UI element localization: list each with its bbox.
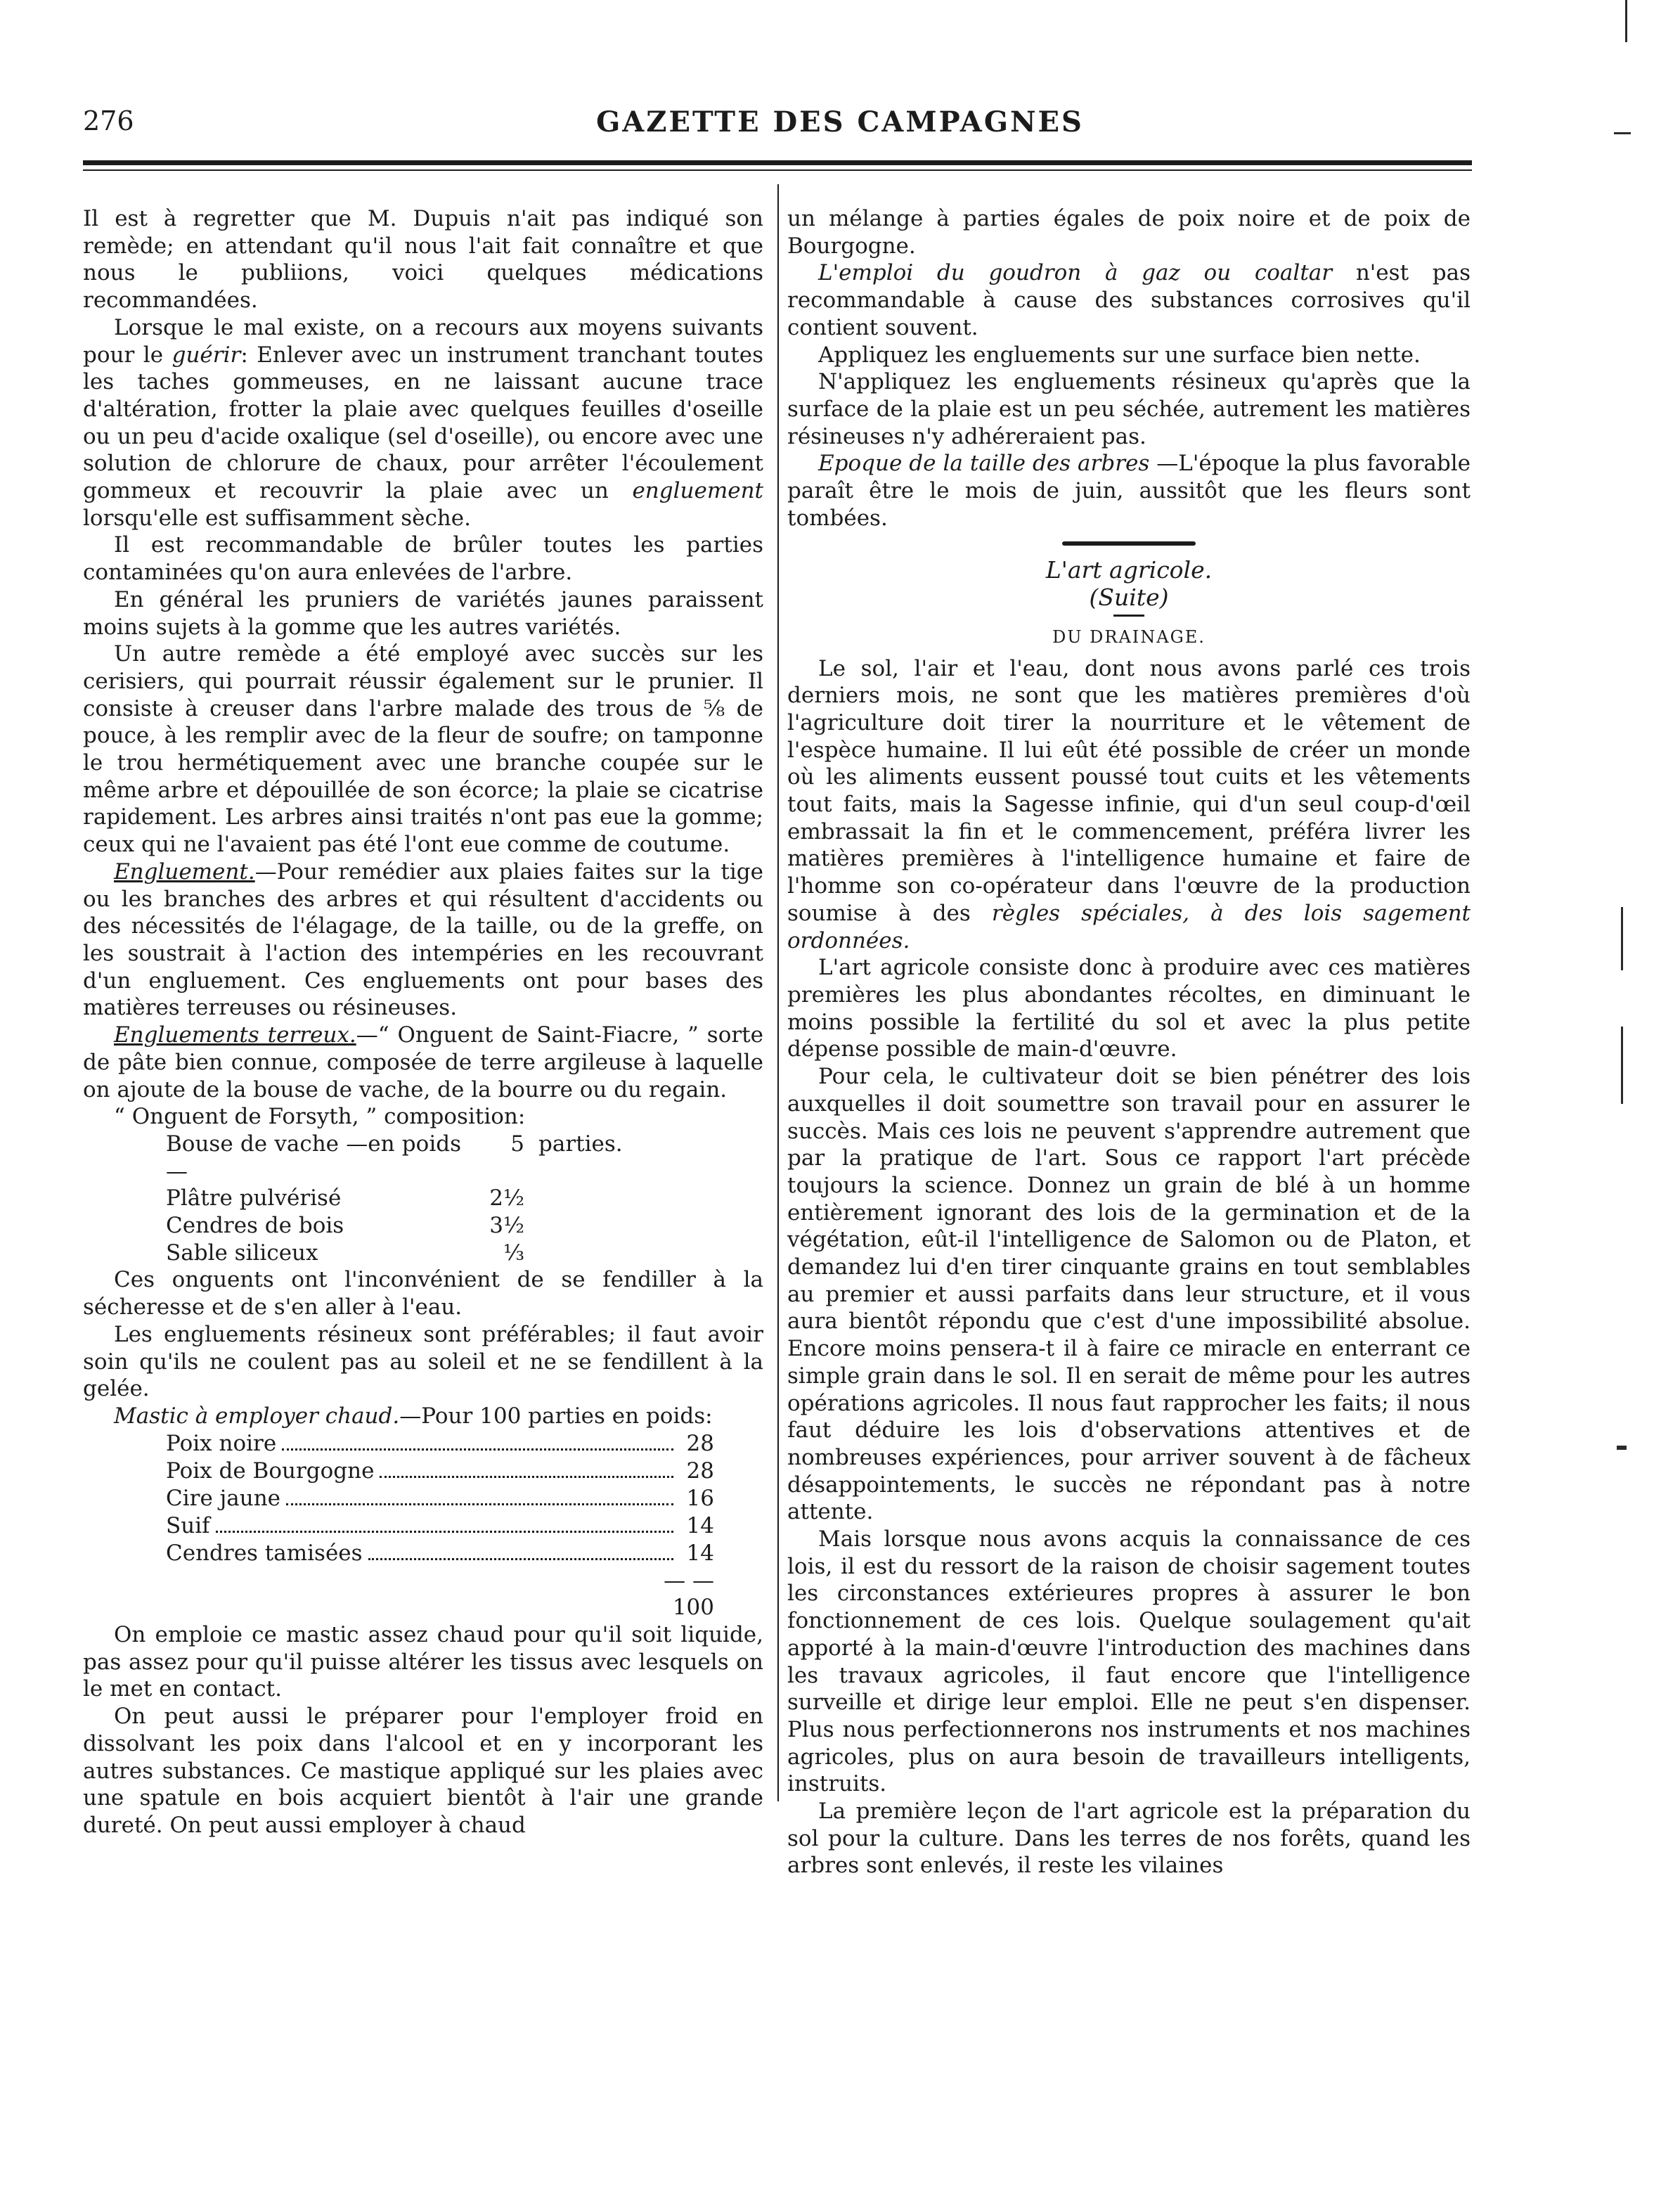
paragraph: N'appliquez les engluements résineux qu'après que la surface de la plaie est un peu séchée, autrement les matières résineuses n'y adhéreraient pas. — [787, 369, 1471, 449]
text-run: —Pour 100 parties en poids: — [399, 1403, 713, 1429]
paragraph: Mais lorsque nous avons acquis la connaissance de ces lois, il est du ressort de la raison de choisir sagement toutes les circonstances extérieures propres à assurer le bon fonctionnement de ces lois. Quelque soulagement qu'ait apporté à la main-d'œuvre l'introduction des machines dans les travaux agricoles, il faut encore que l'intelligence surveille et dirige leur emploi. Elle ne peut s'en dispenser. Plus nous perfectionnerons nos instruments et nos machines agricoles, plus on aura besoin de travailleurs intelligents, instruits. — [787, 1526, 1471, 1797]
composition-row: Sable siliceux ⅓ — [166, 1240, 524, 1266]
dot-leader — [282, 1448, 673, 1451]
text-run: —L'époque la plus favorable paraît être le mois de juin, aussitôt que les fleurs sont tombées. — [787, 451, 1471, 531]
text-run: Le sol, l'air et l'eau, dont nous avons parlé ces trois derniers mois, ne sont que les matières premières d'où l'agriculture doit tirer la nourriture et le vêtement de l'espèce humaine. Il lui eût été possible de créer un monde où les aliments eussent poussé tout cuits et les vêtements tout faits, mais la Sagesse infinie, qui d'un seul coup-d'œil embrassait la fin et le commencement, préféra livrer les matières premières à l'intelligence humaine et faire de l'homme son co-opérateur dans l'œuvre de la production soumise à des — [787, 655, 1471, 926]
paragraph: Pour cela, le cultivateur doit se bien pénétrer des lois auxquelles il doit soumettre son travail pour en assurer le succès. Mais ces lois ne peuvent s'apprendre autrement que par la pratique de l'art. Sous ce rapport l'art précède toujours la science. Donnez un grain de blé à un homme entièrement ignorant des lois de la germination et de la végétation, eût-il l'intelligence de Salomon ou de Platon, et demandez lui d'en tirer cinquante grains en tout semblables au premier et aussi parfaits dans leur structure, et il vous aura bientôt répondu que c'est d'une impossibilité absolue. Encore moins pensera-t il à faire ce miracle en enterrant ce simple grain dans le sol. Il en serait de même pour les autres opérations agricoles. Il nous faut rapprocher les faits; il nous faut déduire les lois d'observations attentives et de nombreuses expériences, pour arriver souvent à de fâcheux désappointements, le succès ne répondant pas à notre attente. — [787, 1064, 1471, 1525]
text-run: lorsqu'elle est suffisamment sèche. — [83, 505, 471, 531]
italic-term: guérir — [172, 342, 241, 368]
paragraph: On peut aussi le préparer pour l'employer froid en dissolvant les poix dans l'alcool et en y incorporant les autres substances. Ce mastique appliqué sur les plaies avec une spatule en bois acquiert bientôt à l'air une grande dureté. On peut aussi employer à chaud — [83, 1704, 763, 1838]
paragraph — [83, 314, 763, 532]
paragraph: “ Onguent de Forsyth, ” composition: — [114, 1104, 526, 1130]
paragraph: On emploie ce mastic assez chaud pour qu'il soit liquide, pas assez pour qu'il puisse altérer les tissus avec lesquels on le met en contact. — [83, 1622, 763, 1702]
text-run: —Pour remédier aux plaies faites sur la tige ou les branches des arbres et qui résultent d'accidents ou des nécessités de l'élagage, de la taille, ou de la greffe, on les soustrait à l'action des intempéries en les recouvrant d'un engluement. Ces engluements ont pour bases des matières terreuses ou résineuses. — [83, 859, 763, 1021]
dot-leader — [216, 1531, 673, 1533]
text-run: n'est pas recommandable à cause des substances corrosives qu'il contient souvent. — [787, 260, 1471, 340]
section-label: Epoque de la taille des arbres — [818, 451, 1150, 477]
recipe-total: 100 — [672, 1595, 714, 1621]
column-divider — [777, 184, 779, 1801]
text-run: —“ Onguent de Saint-Fiacre, ” sorte de pâte bien connue, composée de terre argileuse à laquelle on ajoute de la bouse de vache, de la bourre ou du regain. — [83, 1022, 763, 1102]
mastic-recipe-table — [166, 1430, 714, 1621]
paragraph — [83, 859, 763, 1022]
text-run: Lorsque le mal existe, on a recours aux moyens suivants pour le — [83, 314, 763, 368]
page-number: 276 — [83, 105, 134, 136]
section-subtitle: (Suite) — [1089, 584, 1169, 612]
recipe-row: Cendres tamisées 14 — [166, 1540, 714, 1566]
italic-term: règles spéciales, à des lois sagement ordonnées. — [787, 900, 1471, 953]
right-column — [787, 205, 1471, 1879]
paragraph — [83, 1022, 763, 1103]
dot-leader — [368, 1558, 673, 1560]
paragraph: Il est à regretter que M. Dupuis n'ait pas indiqué son remède; en attendant qu'il nous l'ait fait connaître et que nous le publiions, voici quelques médications recommandées. — [83, 206, 763, 314]
dot-leader — [380, 1476, 673, 1478]
margin-mark — [1625, 0, 1627, 42]
paragraph: Ces onguents ont l'inconvénient de se fendiller à la sécheresse et de s'en aller à l'eau. — [83, 1267, 763, 1320]
forsyth-composition-list — [166, 1131, 763, 1267]
paragraph: La première leçon de l'art agricole est la préparation du sol pour la culture. Dans les terres de nos forêts, quand les arbres sont enlevés, il reste les vilaines — [787, 1799, 1471, 1879]
running-head-title: GAZETTE DES CAMPAGNES — [596, 105, 1084, 139]
section-label: Engluement. — [114, 859, 255, 885]
recipe-row: Poix noire 28 — [166, 1430, 714, 1456]
italic-term: engluement — [632, 478, 763, 504]
paragraph: Il est recommandable de brûler toutes les parties contaminées qu'on aura enlevées de l'arbre. — [83, 532, 763, 586]
section-label: Engluements terreux. — [114, 1022, 356, 1048]
paragraph: En général les pruniers de variétés jaunes paraissent moins sujets à la gomme que les autres variétés. — [83, 586, 763, 640]
section-title: L'art agricole. — [1045, 556, 1213, 584]
paragraph: Un autre remède a été employé avec succès sur les cerisiers, qui pourrait réussir également sur le prunier. Il consiste à creuser dans l'arbre malade des trous de ⅝ de pouce, à les remplir avec de la fleur de soufre; on tamponne le trou hermétiquement avec une branche coupée sur le même arbre et dépouillée de son écorce; la plaie se cicatrise rapidement. Les arbres ainsi traités n'ont pas eue la gomme; ceux qui ne l'avaient pas été l'ont eue comme de coutume. — [83, 641, 763, 858]
paragraph: L'art agricole consiste donc à produire avec ces matières premières les plus abondantes récoltes, en diminuant le moins possible la fertilité du sol et avec la plus petite dépense possible de main-d'œuvre. — [787, 955, 1471, 1062]
italic-term: L'emploi du goudron à gaz ou coaltar — [818, 260, 1333, 286]
paragraph — [787, 450, 1471, 532]
composition-row: Bouse de vache —en poids— 5 parties. — [166, 1131, 623, 1184]
dot-leader — [286, 1503, 673, 1505]
separator-rule — [1062, 541, 1196, 546]
paragraph — [83, 1403, 763, 1430]
recipe-row: Suif 14 — [166, 1512, 714, 1538]
margin-mark — [1617, 1446, 1627, 1450]
total-dash: — — — [664, 1567, 714, 1593]
margin-mark — [1614, 132, 1631, 134]
header-rule-thick — [83, 160, 1472, 165]
recipe-row: Poix de Bourgogne 28 — [166, 1458, 714, 1484]
paragraph — [787, 259, 1471, 341]
paragraph: Les engluements résineux sont préférables; il faut avoir soin qu'ils ne coulent pas au soleil et ne se fendillent à la gelée. — [83, 1321, 763, 1402]
paragraph: un mélange à parties égales de poix noire et de poix de Bourgogne. — [787, 206, 1471, 259]
subheading: DU DRAINAGE. — [1052, 626, 1206, 647]
margin-mark — [1621, 1027, 1623, 1104]
recipe-row: Cire jaune 16 — [166, 1485, 714, 1511]
left-column — [83, 205, 763, 1839]
header-rule-thin — [83, 169, 1472, 171]
short-rule — [1113, 615, 1144, 617]
composition-row: Cendres de bois 3½ — [166, 1213, 524, 1239]
margin-mark — [1621, 907, 1623, 970]
paragraph: Appliquez les engluements sur une surface bien nette. — [818, 342, 1421, 368]
text-run: : Enlever avec un instrument tranchant toutes les taches gommeuses, en ne laissant aucune trace d'altération, frotter la plaie avec quelques feuilles d'oseille ou un peu d'acide oxalique (sel d'oseille), ou encore avec une solution de chlorure de chaux, pour arrêter l'écoulement gommeux et recouvrir la plaie avec un — [83, 342, 763, 504]
section-label: Mastic à employer chaud. — [114, 1403, 400, 1429]
composition-row: Plâtre pulvérisé 2½ — [166, 1185, 524, 1211]
paragraph — [787, 655, 1471, 955]
